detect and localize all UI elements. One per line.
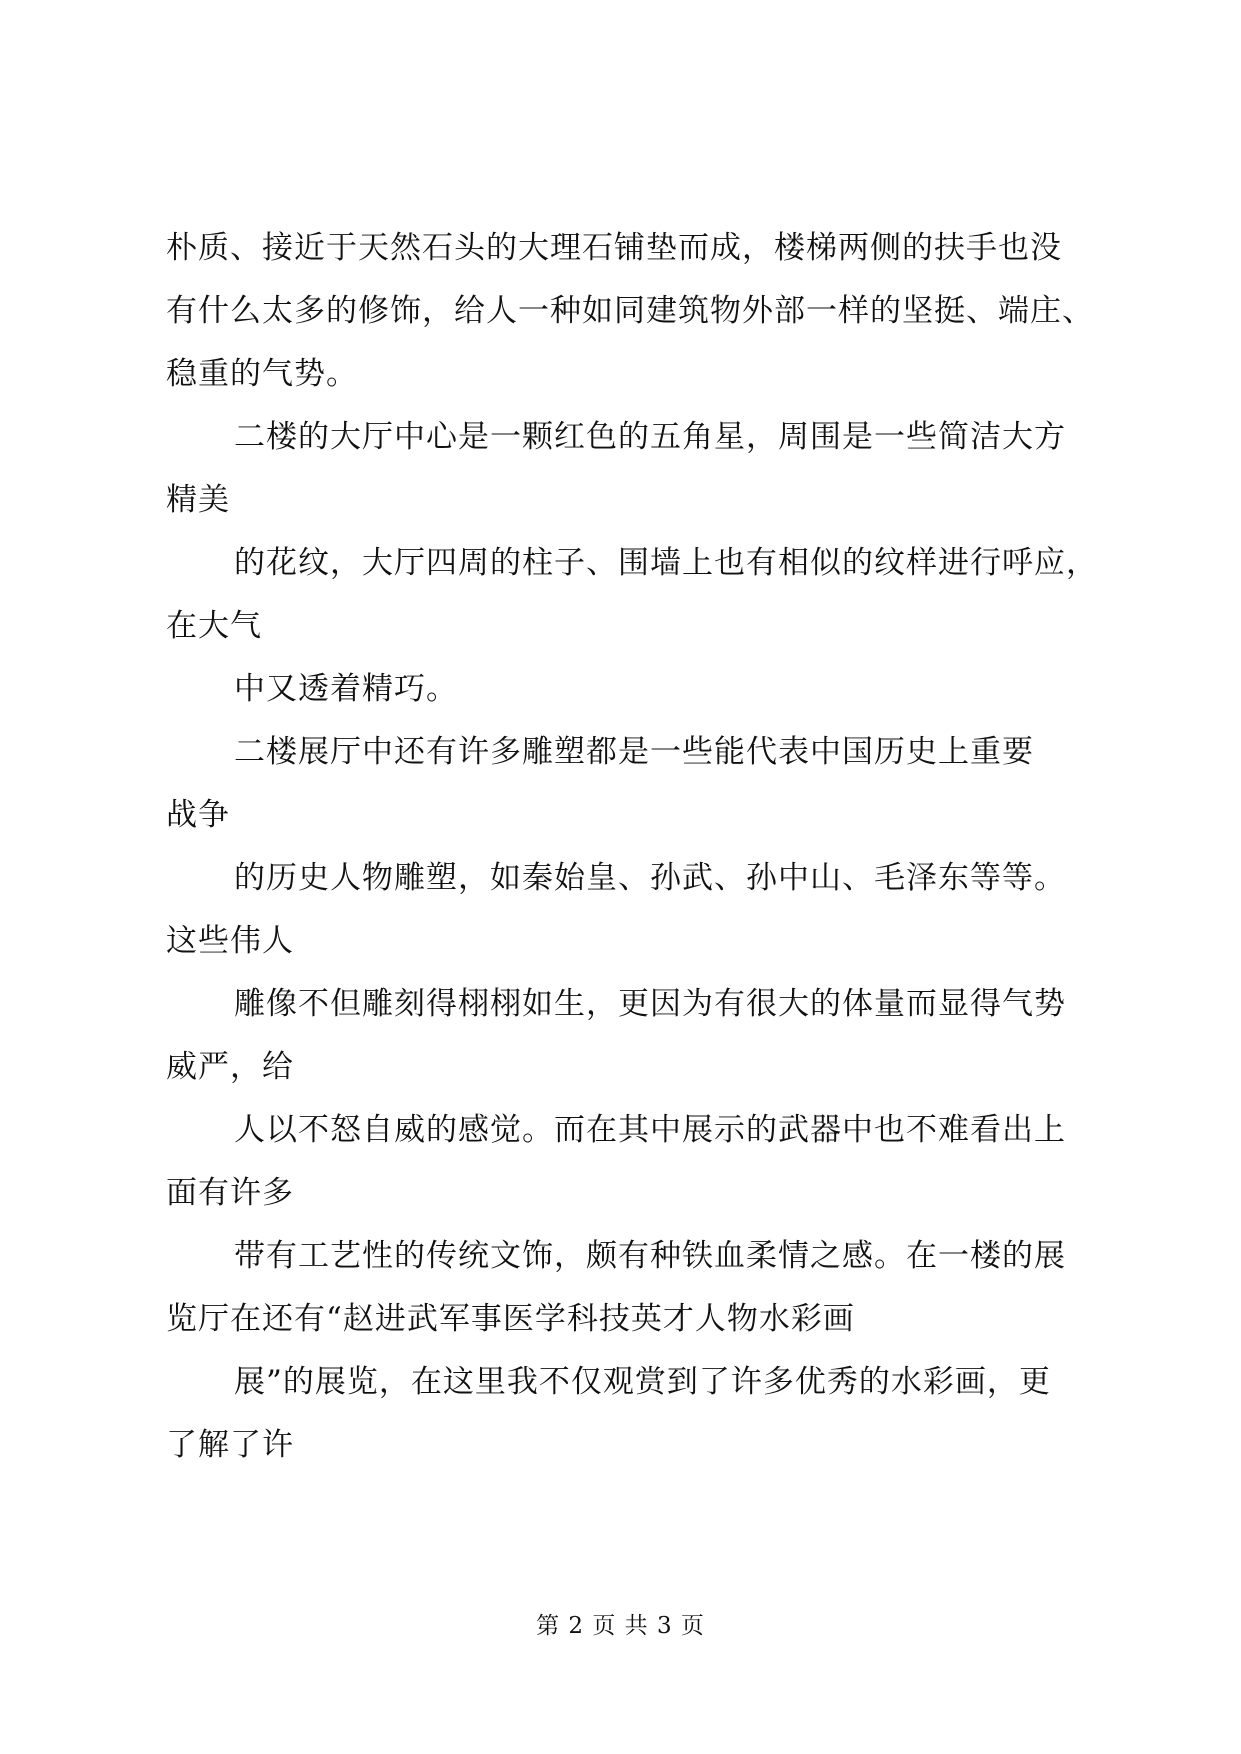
text-line: 威严，给 [166,1049,294,1085]
text-line: 有什么太多的修饰，给人一种如同建筑物外部一样的坚挺、端庄、 [166,293,1094,329]
text-line: 的历史人物雕塑，如秦始皇、孙武、孙中山、毛泽东等等。 [234,860,1066,896]
text-line: 二楼的大厅中心是一颗红色的五角星，周围是一些简洁大方 [234,419,1066,455]
text-line: 雕像不但雕刻得栩栩如生，更因为有很大的体量而显得气势 [234,986,1066,1022]
text-line: 展”的展览，在这里我不仅观赏到了许多优秀的水彩画，更 [234,1364,1051,1400]
text-line: 战争 [166,797,230,833]
text-line: 中又透着精巧。 [234,671,458,707]
text-line: 的花纹，大厅四周的柱子、围墙上也有相似的纹样进行呼应， [234,545,1098,581]
text-line: 带有工艺性的传统文饰，颇有种铁血柔情之感。在一楼的展 [234,1238,1066,1274]
text-line: 稳重的气势。 [166,356,358,392]
text-line: 览厅在还有“赵进武军事医学科技英才人物水彩画 [166,1301,855,1337]
text-line: 这些伟人 [166,923,294,959]
page-number-footer: 第 2 页 共 3 页 [536,1613,705,1639]
text-line: 精美 [166,482,230,518]
text-line: 了解了许 [166,1427,294,1463]
text-line: 朴质、接近于天然石头的大理石铺垫而成，楼梯两侧的扶手也没 [166,230,1062,266]
text-line: 在大气 [166,608,262,644]
text-line: 人以不怒自威的感觉。而在其中展示的武器中也不难看出上 [234,1112,1066,1148]
text-line: 面有许多 [166,1175,294,1211]
text-line: 二楼展厅中还有许多雕塑都是一些能代表中国历史上重要 [234,734,1034,770]
